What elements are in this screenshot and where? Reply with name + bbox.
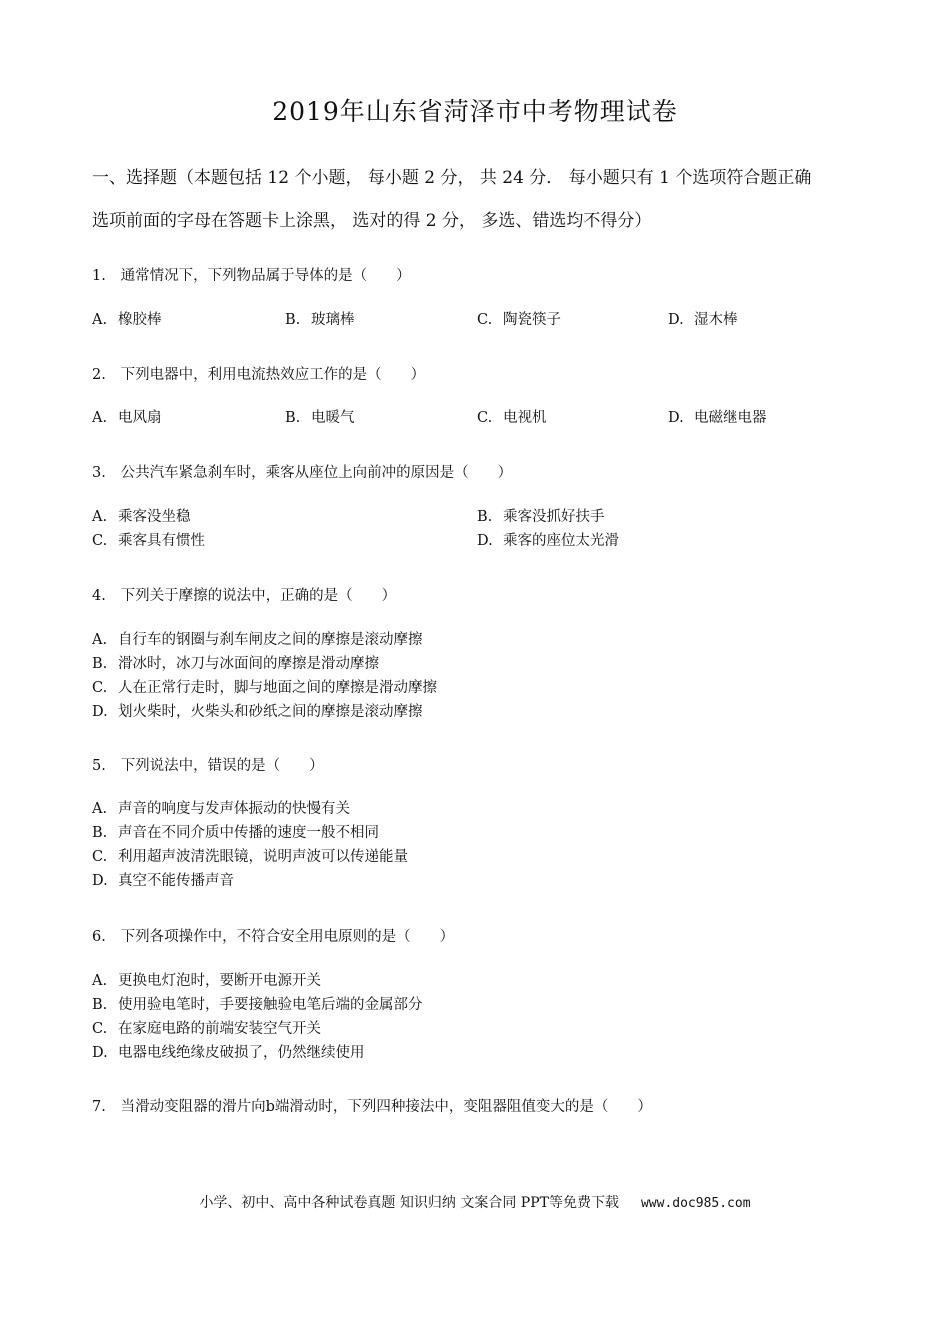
option-c: C. 利用超声波清洗眼镜，说明声波可以传递能量 xyxy=(92,849,408,865)
question-4-options xyxy=(92,628,862,724)
option-d: D. 湿木棒 xyxy=(668,312,738,328)
question-number: 5. xyxy=(92,758,106,774)
question-text: 通常情况下，下列物品属于导体的是（ ） xyxy=(120,268,411,284)
option-a: A. 声音的响度与发声体振动的快慢有关 xyxy=(92,801,350,817)
question-5-options xyxy=(92,797,862,893)
question-number: 3. xyxy=(92,465,106,481)
option-d: D. 电磁继电器 xyxy=(668,410,767,426)
question-5 xyxy=(92,754,862,778)
option-a: A. 橡胶棒 xyxy=(92,312,162,328)
question-text: 公共汽车紧急刹车时，乘客从座位上向前冲的原因是（ ） xyxy=(120,465,513,481)
option-a: A. 乘客没坐稳 xyxy=(92,509,191,525)
question-3-options xyxy=(92,505,862,553)
page-title: 2019年山东省菏泽市中考物理试卷 xyxy=(272,97,678,126)
question-text: 下列各项操作中，不符合安全用电原则的是（ ） xyxy=(120,929,455,945)
option-d: D. 划火柴时，火柴头和砂纸之间的摩擦是滚动摩擦 xyxy=(92,704,423,720)
question-number: 1. xyxy=(92,268,106,284)
section-heading xyxy=(92,157,862,243)
question-text: 下列电器中，利用电流热效应工作的是（ ） xyxy=(120,367,426,383)
footer-text: 小学、初中、高中各种试卷真题 知识归纳 文案合同 PPT等免费下载 xyxy=(199,1195,619,1211)
option-a: A. 电风扇 xyxy=(92,410,162,426)
question-6 xyxy=(92,925,862,949)
section-heading-line-1: 一、选择题（本题包括 12 个小题， 每小题 2 分， 共 24 分． 每小题只有 1 个选项符合题正确 xyxy=(92,168,812,188)
option-b: B. 声音在不同介质中传播的速度一般不相同 xyxy=(92,825,379,841)
option-d: D. 真空不能传播声音 xyxy=(92,873,234,889)
question-4 xyxy=(92,584,862,608)
question-2 xyxy=(92,363,862,387)
question-1-options xyxy=(92,308,862,332)
option-d: D. 乘客的座位太光滑 xyxy=(477,533,619,549)
question-text: 当滑动变阻器的滑片向b端滑动时，下列四种接法中，变阻器阻值变大的是（ ） xyxy=(120,1099,652,1115)
option-a: A. 更换电灯泡时，要断开电源开关 xyxy=(92,973,321,989)
page-footer xyxy=(0,1192,950,1212)
question-2-options xyxy=(92,406,862,430)
option-a: A. 自行车的钢圈与刹车闸皮之间的摩擦是滚动摩擦 xyxy=(92,632,423,648)
question-7 xyxy=(92,1095,862,1119)
option-b: B. 玻璃棒 xyxy=(285,312,355,328)
footer-url[interactable]: www.doc985.com xyxy=(640,1196,751,1211)
question-number: 4. xyxy=(92,588,106,604)
question-number: 2. xyxy=(92,367,106,383)
option-c: C. 乘客具有惯性 xyxy=(92,533,205,549)
option-c: C. 在家庭电路的前端安装空气开关 xyxy=(92,1021,321,1037)
question-3 xyxy=(92,461,862,485)
question-number: 7. xyxy=(92,1099,106,1115)
question-number: 6. xyxy=(92,929,106,945)
option-b: B. 乘客没抓好扶手 xyxy=(477,509,605,525)
option-b: B. 滑冰时，冰刀与冰面间的摩擦是滑动摩擦 xyxy=(92,656,379,672)
section-heading-line-2: 选项前面的字母在答题卡上涂黑， 选对的得 2 分， 多选、错选均不得分） xyxy=(92,211,652,231)
question-text: 下列关于摩擦的说法中，正确的是（ ） xyxy=(120,588,397,604)
option-d: D. 电器电线绝缘皮破损了，仍然继续使用 xyxy=(92,1045,365,1061)
option-b: B. 电暖气 xyxy=(285,410,355,426)
option-c: C. 陶瓷筷子 xyxy=(477,312,561,328)
option-c: C. 电视机 xyxy=(477,410,547,426)
question-6-options xyxy=(92,969,862,1065)
option-c: C. 人在正常行走时，脚与地面之间的摩擦是滑动摩擦 xyxy=(92,680,437,696)
question-1 xyxy=(92,264,862,288)
question-text: 下列说法中，错误的是（ ） xyxy=(120,758,324,774)
option-b: B. 使用验电笔时，手要接触验电笔后端的金属部分 xyxy=(92,997,423,1013)
